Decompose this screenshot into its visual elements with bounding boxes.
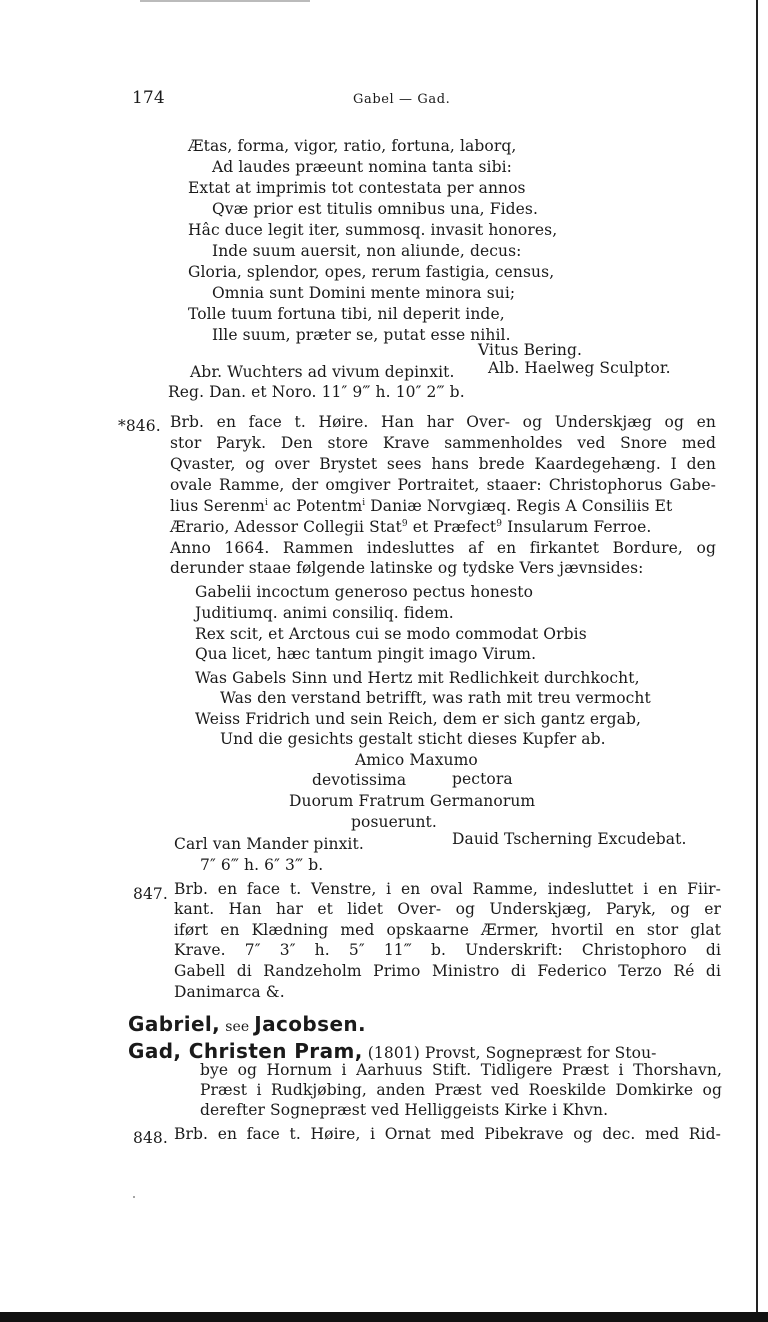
poem-signature: Vitus Bering. <box>478 341 583 359</box>
poem-line: Ætas, forma, vigor, ratio, fortuna, laborq, <box>188 137 517 155</box>
entry-line: derunder staae følgende latinske og tydske Vers jævnsides: <box>170 559 644 577</box>
scan-edge-bottom <box>0 1312 768 1322</box>
cross-reference <box>128 1011 366 1040</box>
entry-line: Præst i Rudkjøbing, anden Præst ved Roeskilde Domkirke og <box>200 1081 722 1099</box>
entry-line: kant. Han har et lidet Over- og Underskjæg, Paryk, og er <box>174 900 721 918</box>
heading-name: Gad, Christen Pram, <box>128 1039 363 1063</box>
poem-line: Inde suum auersit, non aliunde, decus: <box>212 242 522 260</box>
poem-line: Gloria, splendor, opes, rerum fastigia, census, <box>188 263 555 281</box>
engraving-credit: Carl van Mander pinxit. <box>174 835 364 853</box>
heading-name: Gabriel, <box>128 1012 221 1036</box>
entry-number: 848. <box>133 1129 168 1147</box>
entry-number: 847. <box>133 885 168 903</box>
heading-text: (1801) Provst, Sognepræst for Stou- <box>367 1044 657 1062</box>
poem-line: Ad laudes præeunt nomina tanta sibi: <box>212 158 512 176</box>
entry-line: Brb. en face t. Venstre, i en oval Ramme, indesluttet i en Fiir- <box>174 880 721 898</box>
poem-line: Gabelii incoctum generoso pectus honesto <box>195 583 534 601</box>
poem-line: Ille suum, præter se, putat esse nihil. <box>212 326 511 344</box>
poem-line: Extat at imprimis tot contestata per annos <box>188 179 526 197</box>
scan-artifact-top <box>140 0 310 2</box>
text-run: et Præfect <box>407 518 497 536</box>
poem-line: Tolle tuum fortuna tibi, nil deperit inde, <box>188 305 505 323</box>
entry-line: bye og Hornum i Aarhuus Stift. Tidligere Præst i Thorshavn, <box>200 1061 722 1079</box>
entry-line: Gabell di Randzeholm Primo Ministro di Federico Terzo Ré di <box>174 962 721 980</box>
poem-line: Juditiumq. animi consiliq. fidem. <box>195 604 454 622</box>
text-run: lius Serenm <box>170 497 265 515</box>
poem-line: Und die gesichts gestalt sticht dieses Kupfer ab. <box>220 730 606 748</box>
poem-line: Hâc duce legit iter, summosq. invasit honores, <box>188 221 558 239</box>
poem-line: Was Gabels Sinn und Hertz mit Redlichkeit durchkocht, <box>195 669 640 687</box>
entry-number: *846. <box>118 417 161 435</box>
dedication-line: Amico Maxumo <box>355 751 478 769</box>
entry-line: Brb. en face t. Høire, i Ornat med Pibekrave og dec. med Rid- <box>174 1125 721 1143</box>
dedication-line: Duorum Fratrum Germanorum <box>289 792 536 810</box>
see-label: see <box>225 1019 250 1035</box>
text-run: Daniæ Norvgiæq. Regis A Consiliis Et <box>365 497 673 515</box>
engraving-dimensions: Reg. Dan. et Noro. 11″ 9‴ h. 10″ 2‴ b. <box>168 383 465 401</box>
engraving-credit: Alb. Haelweg Sculptor. <box>488 359 671 377</box>
poem-line: Qua licet, hæc tantum pingit imago Virum. <box>195 645 537 663</box>
entry-line <box>170 496 672 516</box>
text-run: ac Potentm <box>267 497 363 515</box>
scan-speck <box>133 1196 135 1198</box>
poem-line: Weiss Fridrich und sein Reich, dem er sich gantz ergab, <box>195 710 642 728</box>
engraving-dimensions: 7″ 6‴ h. 6″ 3‴ b. <box>200 856 324 874</box>
entry-line: Brb. en face t. Høire. Han har Over- og Underskjæg og en <box>170 413 716 431</box>
engraving-credit: Abr. Wuchters ad vivum depinxit. <box>190 363 455 381</box>
running-head: Gabel — Gad. <box>353 92 451 107</box>
page-number: 174 <box>132 88 165 108</box>
superscript: i <box>362 497 366 508</box>
text-run: Ærario, Adessor Collegii Stat <box>170 518 402 536</box>
text-run: Insularum Ferroe. <box>502 518 652 536</box>
superscript: i <box>264 497 268 508</box>
poem-line: Omnia sunt Domini mente minora sui; <box>212 284 516 302</box>
reference-name: Jacobsen. <box>254 1012 367 1036</box>
entry-line: Krave. 7″ 3″ h. 5″ 11‴ b. Underskrift: Christophoro di <box>174 941 721 959</box>
scan-edge-right <box>756 0 758 1322</box>
dedication-line: devotissima <box>312 771 407 789</box>
poem-line: Was den verstand betrifft, was rath mit treu vermocht <box>220 689 651 707</box>
entry-line: Anno 1664. Rammen indesluttes af en firkantet Bordure, og <box>170 539 716 557</box>
superscript: 9 <box>401 518 408 529</box>
poem-line: Qvæ prior est titulis omnibus una, Fides. <box>212 200 538 218</box>
entry-line: derefter Sognepræst ved Helliggeists Kirke i Khvn. <box>200 1101 609 1119</box>
entry-line: Danimarca &. <box>174 983 285 1001</box>
entry-line <box>170 517 651 537</box>
entry-line: ovale Ramme, der omgiver Portraitet, staaer: Christophorus Gabe- <box>170 476 716 494</box>
superscript: 9 <box>496 518 503 529</box>
poem-line: Rex scit, et Arctous cui se modo commodat Orbis <box>195 625 587 643</box>
dedication-line: posuerunt. <box>351 813 437 831</box>
entry-line: stor Paryk. Den store Krave sammenholdes ved Snore med <box>170 434 716 452</box>
entry-line: iført en Klædning med opskaarne Ærmer, hvortil en stor glat <box>174 921 721 939</box>
dedication-line: pectora <box>452 770 513 788</box>
entry-line: Qvaster, og over Brystet sees hans brede Kaardegehæng. I den <box>170 455 716 473</box>
engraving-credit: Dauid Tscherning Excudebat. <box>452 830 687 848</box>
